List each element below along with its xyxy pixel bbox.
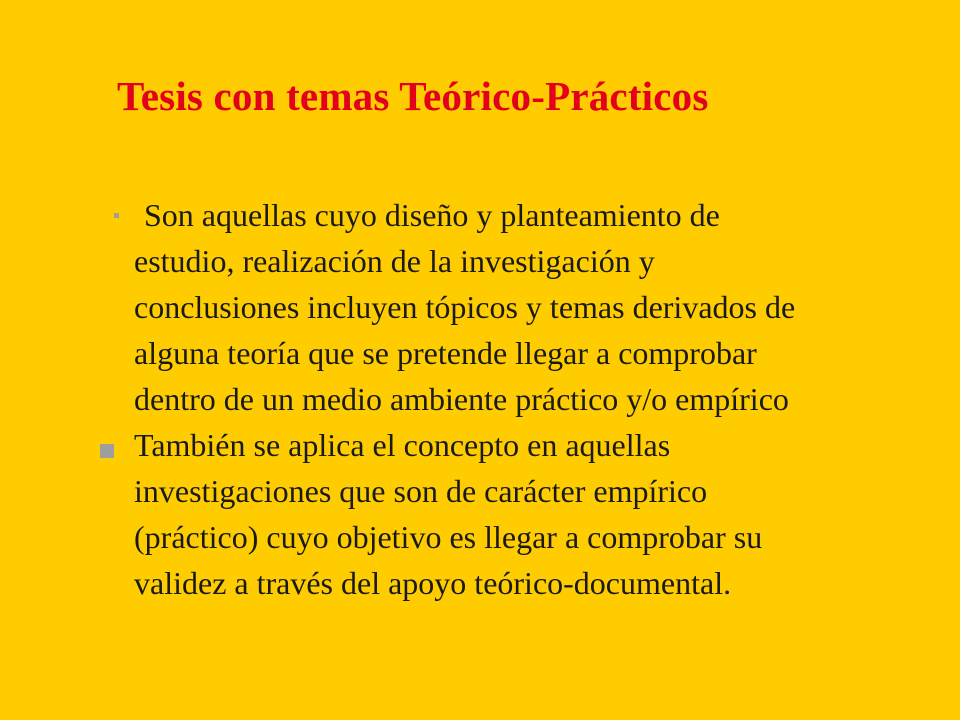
bullet-text-line: validez a través del apoyo teórico-documental. (134, 565, 732, 601)
bullet-text-line: alguna teoría que se pretende llegar a comprobar (134, 335, 757, 371)
bullet-text-line: investigaciones que son de carácter empírico (134, 473, 708, 509)
slide-title: Tesis con temas Teórico-Prácticos (117, 73, 709, 119)
bullet-text-line: (práctico) cuyo objetivo es llegar a comprobar su (134, 519, 763, 555)
bullet-text-line: conclusiones incluyen tópicos y temas derivados de (134, 289, 796, 325)
square-bullet-icon (114, 213, 119, 218)
bullet-text-line: Son aquellas cuyo diseño y planteamiento de (144, 197, 720, 233)
bullet-paragraph (134, 422, 914, 606)
bullet-text-line: dentro de un medio ambiente práctico y/o empírico (134, 381, 789, 417)
bullet-text-line: estudio, realización de la investigación y (134, 243, 655, 279)
bullet-paragraph (134, 192, 914, 422)
bullet-text-line: También se aplica el concepto en aquellas (134, 427, 671, 463)
square-bullet-icon (100, 444, 114, 458)
